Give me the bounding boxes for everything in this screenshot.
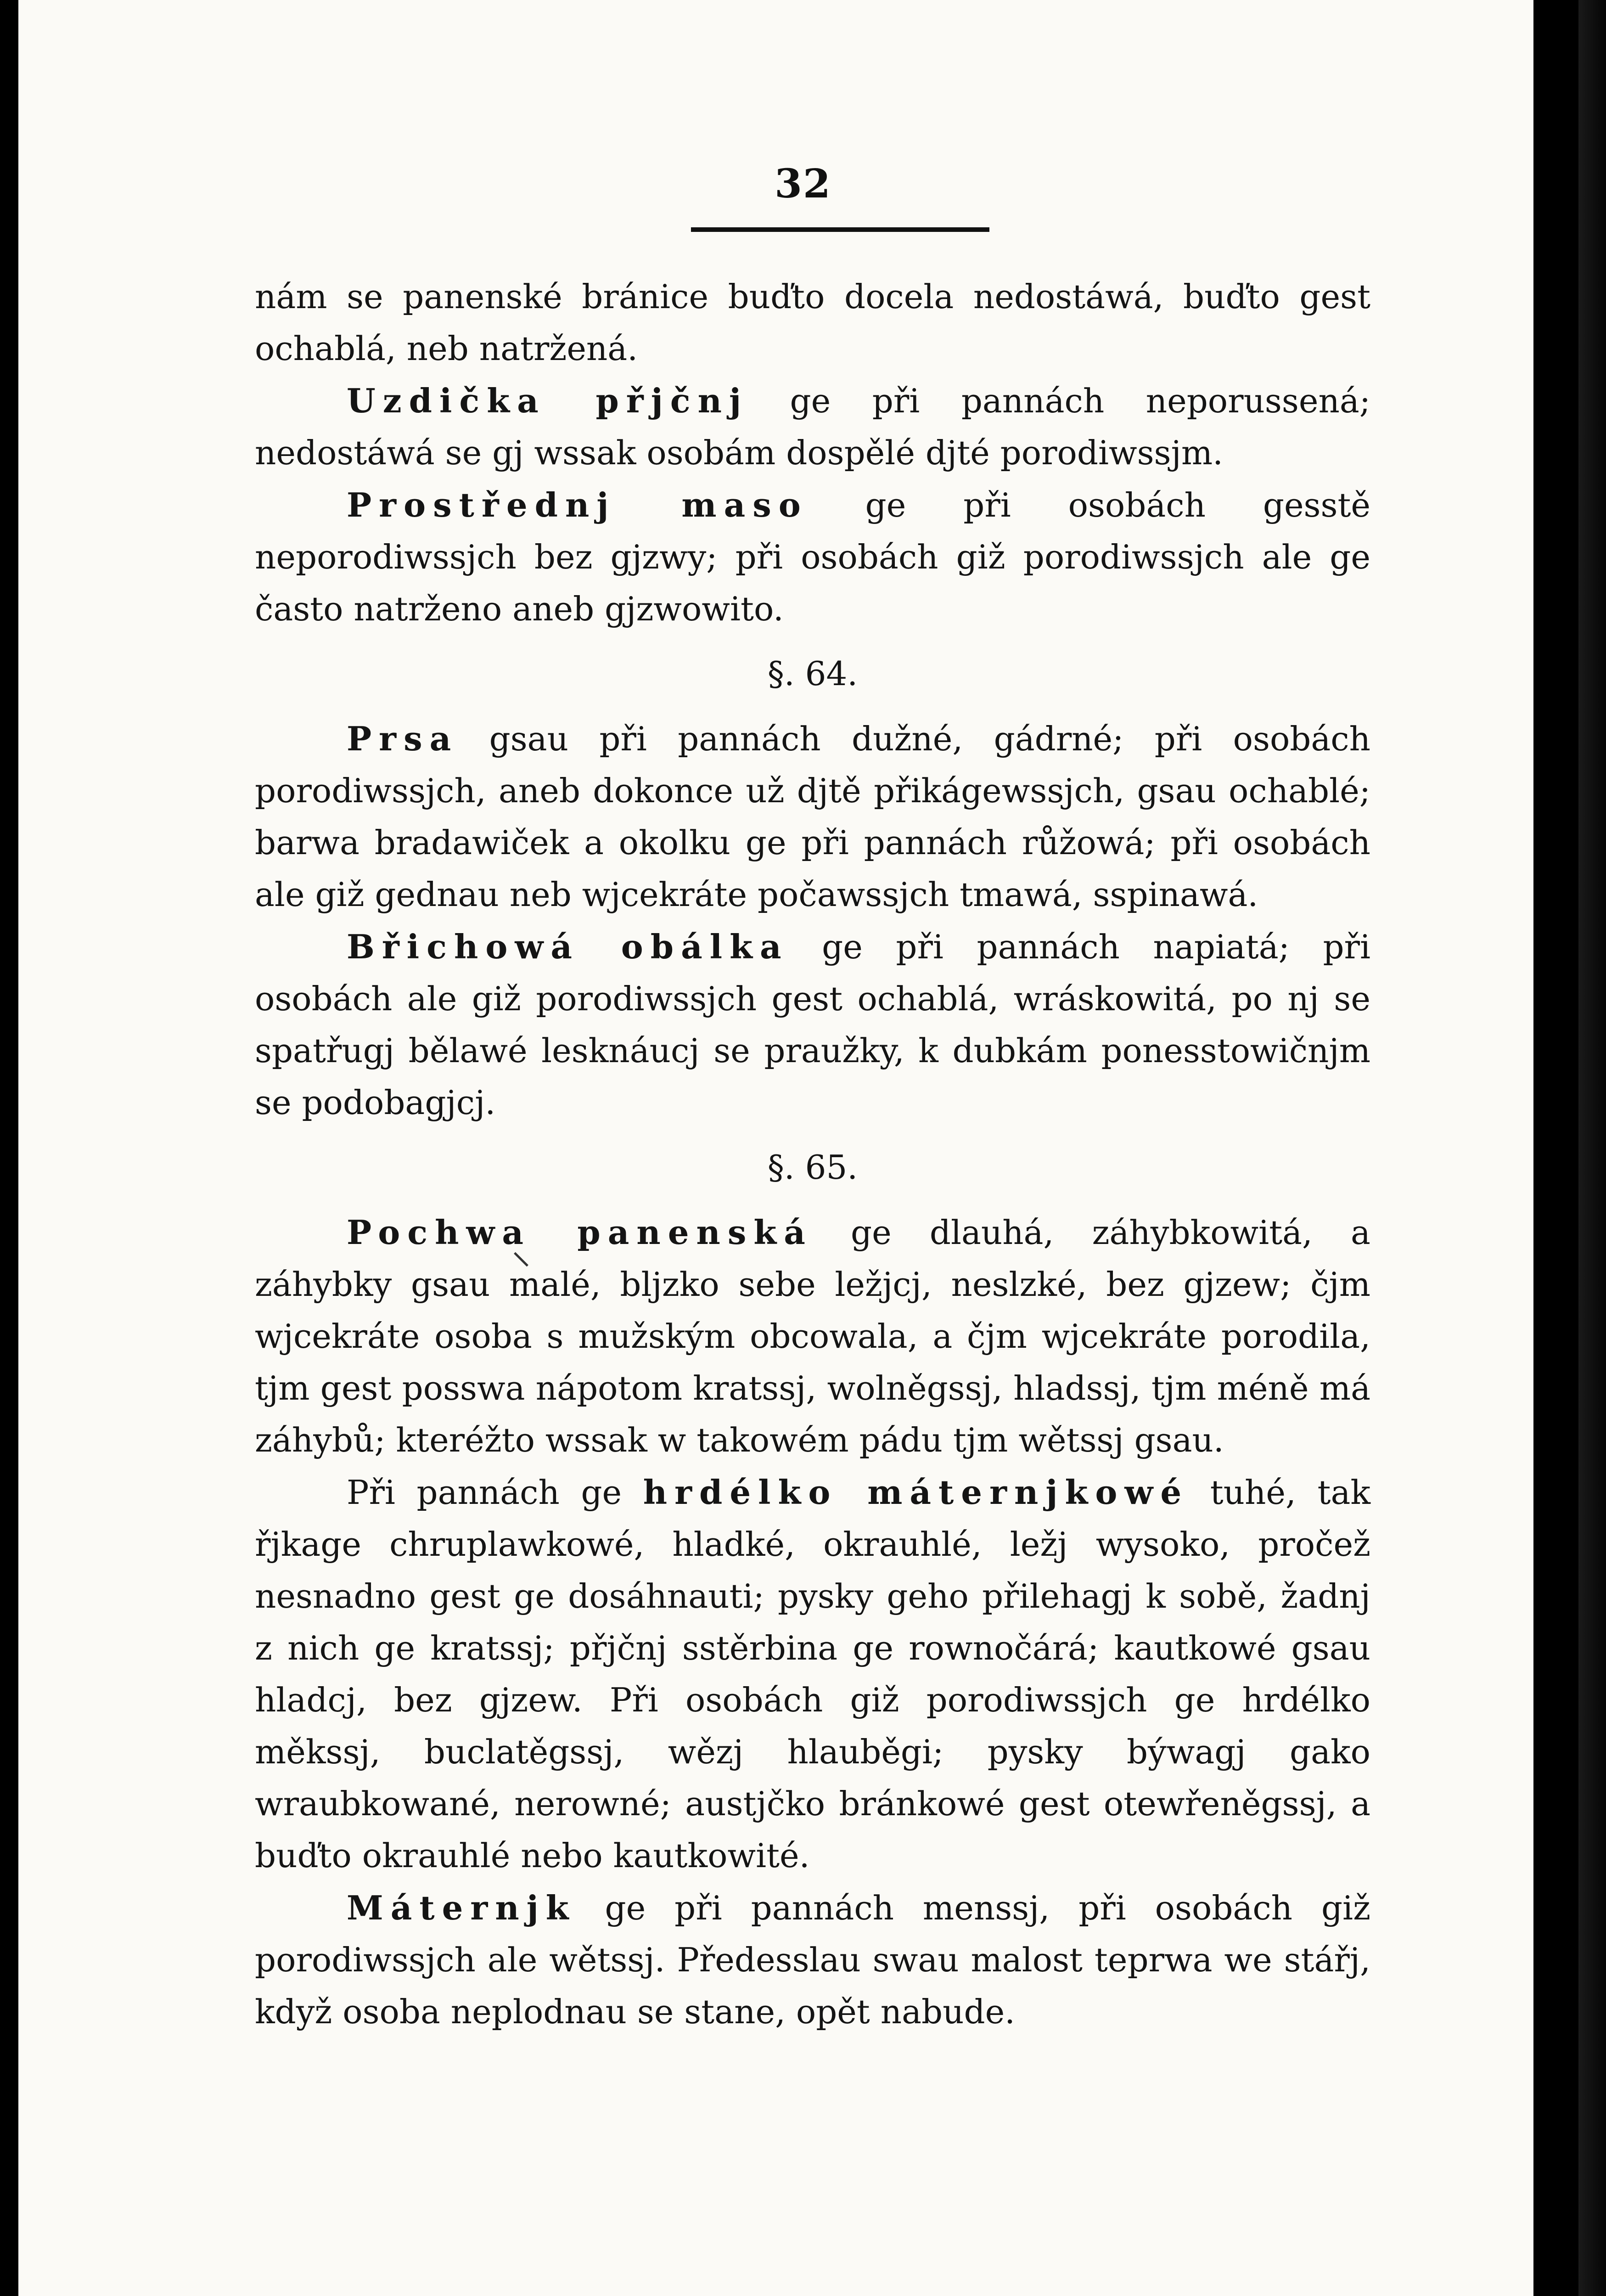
paragraph-4	[255, 713, 1370, 921]
page-body	[255, 271, 1370, 2038]
section-heading-64: §. 64.	[767, 654, 858, 693]
book-spine-shadow	[1578, 0, 1606, 2296]
term-maternjk: Máternjk	[347, 1888, 576, 1927]
paragraph-3	[255, 479, 1370, 635]
page-number: 32	[775, 161, 831, 207]
paragraph-1: nám se panenské bránice buďto docela nedostáwá, buďto gest ochablá, neb natržená.	[255, 277, 1370, 368]
paragraph-2	[255, 375, 1370, 479]
paragraph-5	[255, 921, 1370, 1129]
paragraph-2-text: ge při pannách neporussená; nedostáwá se gj wssak osobám dospělé djté porodiwssjm.	[255, 382, 1370, 472]
paragraph-3-text: ge při osobách gesstě neporodiwssjch bez gjzwy; při osobách giž porodiwssjch ale ge často natrženo aneb gjzwowito.	[255, 486, 1370, 628]
header-rule	[691, 227, 989, 232]
term-hrdelko-maternjkowe: hrdélko máternjkowé	[643, 1473, 1189, 1512]
paragraph-5-text: ge při pannách napiatá; při osobách ale giž porodiwssjch gest ochablá, wráskowitá, po nj se spatřugj bělawé lesknáucj se praužky, k dubkám ponesstowičnjm se podobagjcj.	[255, 928, 1370, 1122]
section-heading-65: §. 65.	[767, 1148, 858, 1187]
paragraph-7	[255, 1466, 1370, 1882]
paragraph-6-text: ge dlauhá, záhybkowitá, a záhybky gsau malé, bljzko sebe ležjcj, neslzké, bez gjzew; čjm wjcekráte osoba s mužským obcowala, a čjm wjcekráte porodila, tjm gest posswa nápotom kratssj, wolněgssj, hladssj, tjm méně má záhybů; kteréžto wssak w takowém pádu tjm wětssj gsau.	[255, 1213, 1370, 1459]
term-prsa: Prsa	[347, 719, 459, 758]
paragraph-6	[255, 1206, 1370, 1466]
paragraph-7-text: tuhé, tak řjkage chruplawkowé, hladké, okrauhlé, ležj wysoko, pročež nesnadno gest ge dosáhnauti; pysky geho přilehagj k sobě, žadnj z nich ge kratssj; přjčnj sstěrbina ge rownočárá; kautkowé gsau hladcj, bez gjzew. Při osobách giž porodiwssjch ge hrdélko měkssj, buclatěgssj, wězj hlauběgi; pysky býwagj gako wraubkowané, nerowné; austjčko bránkowé gest otewřeněgssj, a buďto okrauhlé nebo kautkowité.	[255, 1473, 1370, 1875]
term-pochwa-panenska: Pochwa panenská	[347, 1213, 813, 1252]
term-uzdicka: Uzdička přjčnj	[347, 381, 749, 420]
term-brichowa-obalka: Břichowá obálka	[347, 927, 789, 966]
paragraph-4-text: gsau při pannách dužné, gádrné; při osobách porodiwssjch, aneb dokonce už djtě přikágewssjch, gsau ochablé; barwa bradawiček a okolku ge při pannách růžowá; při osobách ale giž gednau neb wjcekráte počawssjch tmawá, sspinawá.	[255, 720, 1370, 914]
paragraph-8-text: ge při pannách menssj, při osobách giž porodiwssjch ale wětssj. Předesslau swau malost teprwa we stářj, když osoba neplodnau se stane, opět nabude.	[255, 1889, 1370, 2031]
paragraph-8	[255, 1882, 1370, 2038]
term-prostredni-maso: Prostřednj maso	[347, 485, 808, 524]
paragraph-7-lead: Při pannách ge	[347, 1473, 643, 1512]
